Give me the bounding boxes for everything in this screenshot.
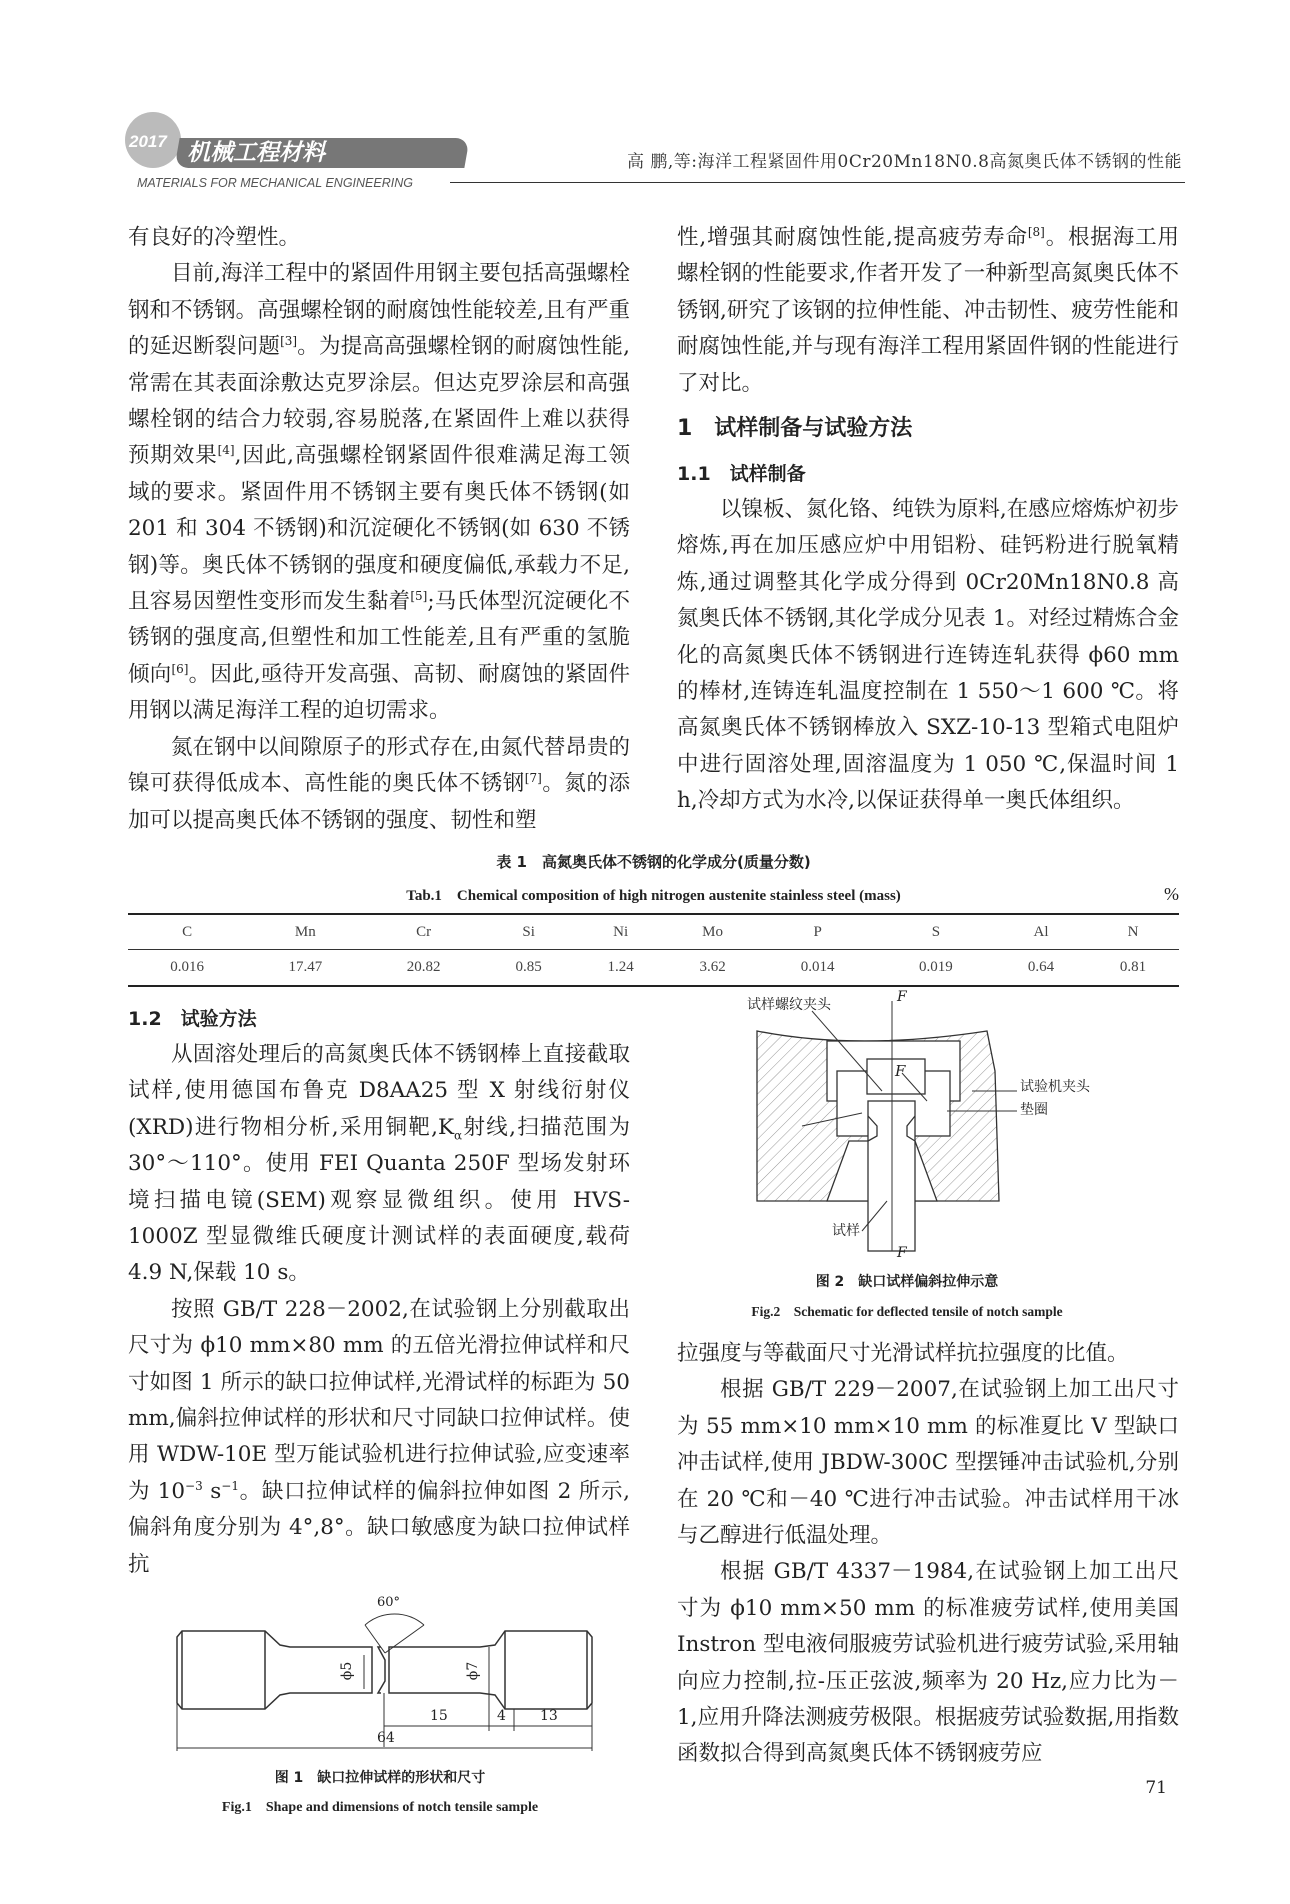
fig1-dim-64: 64 [377,1730,395,1746]
fig2-caption-cn: 图 2 缺口试样偏斜拉伸示意 [815,1273,999,1290]
fig2-force-bottom: F [897,1244,907,1261]
superscript: [8] [1027,224,1045,239]
superscript: [3] [280,334,298,349]
superscript: −3 [185,1478,203,1493]
column-header: C [182,923,193,940]
journal-logo [125,112,455,192]
table-cell: 17.47 [288,959,323,976]
text-run: 。为提高高强螺栓钢的耐腐蚀性能,常需在其表面涂敷达克罗涂层。但达克罗涂层和高强螺栓钢的结合力较弱,容易脱落,在紧固件上难以获得预期效果 [128,334,630,469]
logo-year: 2017 [129,132,167,151]
fig2-caption-en: Fig.2 Schematic for deflected tensile of notch sample [751,1303,1063,1319]
header-rule [450,182,1185,183]
text-run: 以镍板、氮化铬、纯铁为原料,在感应熔炼炉初步熔炼,再在加压感应炉中用铝粉、硅钙粉进行脱氧精炼,通过调整其化学成分得到 0Cr20Mn18N0.8 高氮奥氏体不锈钢,其化学成分见表 1。对经过精炼合金化的高氮奥氏体不锈钢进行连铸连轧获得 ϕ60 mm 的棒材,连铸连轧温度控制在 1 550～1 600 ℃。将高氮奥氏体不锈钢棒放入 SXZ-10-13 型箱式电阻炉中进行固溶处理,固溶温度为 1 050 ℃,保温时间 1 h,冷却方式为水冷,以保证获得单一奥氏体组织。 [677,497,1179,814]
fig2-label-machine-grip: 试验机夹头 [1020,1078,1090,1095]
bottom-columns [128,988,1179,1834]
right-column-top [677,220,1179,820]
text-run: 氮在钢中以间隙原子的形式存在,由氮代替昂贵的镍可获得低成本、高性能的奥氏体不锈钢 [128,734,630,797]
fig1-caption-en: Fig.1 Shape and dimensions of notch tensile sample [221,1800,539,1815]
subsection-heading-prep: 1.1 试样制备 [677,463,806,486]
figure-2 [737,988,1157,1336]
superscript: [6] [171,661,189,676]
composition-table [128,913,1179,987]
paragraph [677,1554,1179,1772]
text-run: 性,增强其耐腐蚀性能,提高疲劳寿命 [677,225,1028,250]
table-cell: 0.016 [170,959,204,976]
figure-1 [140,1595,620,1834]
fig1-angle-label: 60° [377,1595,401,1610]
column-header: S [931,923,941,940]
table-cell: 0.019 [919,959,953,976]
paragraph [677,492,1179,820]
table-caption-en-text: Tab.1 Chemical composition of high nitrogen austenite stainless steel (mass) [406,887,901,904]
logo-title-en: MATERIALS FOR MECHANICAL ENGINEERING [137,176,413,190]
text-run: 有良好的冷塑性。 [128,225,301,250]
top-columns [128,220,1179,839]
fig2-label-washer: 垫圈 [1020,1101,1048,1118]
table-cell: 0.85 [515,959,542,976]
column-header: Mn [294,923,316,940]
table-row [128,950,1179,986]
table-cell: 0.014 [800,959,835,976]
table-cell: 3.62 [699,959,726,976]
deflected-tensile-drawing [737,1001,1157,1261]
text-run: 根据 GB/T 229－2007,在试验钢上加工出尺寸为 55 mm×10 mm×10 mm 的标准夏比 V 型缺口冲击试样,使用 JBDW-300C 型摆锤冲击试验机,分别在 20 ℃和－40 ℃进行冲击试验。冲击试样用干冰与乙醇进行低温处理。 [677,1377,1179,1548]
fig1-caption-cn: 图 1 缺口拉伸试样的形状和尺寸 [274,1770,486,1786]
paragraph [677,220,1179,402]
table-cell: 20.82 [406,959,441,976]
prep-text [677,492,1179,820]
subsection-heading-methods: 1.2 试验方法 [128,1007,257,1030]
fig2-force-top: F [897,988,907,1005]
column-header: N [1127,923,1139,940]
column-header: Ni [613,923,629,940]
logo-title-cn: 机械工程材料 [187,140,325,166]
paragraph [677,1372,1179,1554]
table-1 [128,851,1179,987]
section-heading: 1 试样制备与试验方法 [677,416,913,442]
text-run: 目前,海洋工程中的紧固件用钢主要包括高强螺栓钢和不锈钢。高强螺栓钢的耐腐蚀性能较差,且有严重的延迟断裂问题 [128,261,630,360]
text-run: 。缺口拉伸试样的偏斜拉伸如图 2 所示,偏斜角度分别为 4°,8°。缺口敏感度为缺口拉伸试样抗 [128,1478,630,1577]
fig2-force-deflected: F [895,1061,906,1080]
text-run: 从固溶处理后的高氮奥氏体不锈钢棒上直接截取试样,使用德国布鲁克 D8AA25 型 X 射线衍射仪(XRD)进行物相分析,采用铜靶,K [128,1041,630,1140]
text-run: 。因此,亟待开发高强、高韧、耐腐蚀的紧固件用钢以满足海洋工程的迫切需求。 [128,661,630,724]
table-cell: 0.81 [1119,959,1147,976]
left-column-bottom [128,1001,630,1834]
right-column-bottom [677,988,1179,1803]
paragraph [128,730,630,839]
fig2-label-sample: 试样 [832,1222,860,1239]
column-header: Cr [416,923,432,940]
text-run: s [202,1478,222,1504]
fig1-dim-15: 15 [430,1708,448,1724]
paragraph [128,1037,630,1292]
table-unit: % [1164,883,1179,904]
text-run: ;马氏体型沉淀硬化不锈钢的强度高,但塑性和加工性能差,且有严重的氢脆倾向 [128,589,630,687]
fig2-label-thread-grip: 试样螺纹夹头 [747,996,831,1013]
column-header: Al [1033,923,1049,940]
table-header-row [128,914,1179,950]
methods-text [128,1037,630,1583]
subscript: α [454,1128,463,1143]
superscript: [5] [410,588,428,603]
superscript: [7] [524,770,542,785]
paragraph [128,256,630,729]
table-cell: 0.64 [1027,959,1055,976]
paragraph [677,1336,1179,1372]
fig1-dim-4: 4 [497,1708,506,1724]
paragraph [128,1292,630,1583]
superscript: −1 [221,1478,239,1493]
text-run: 按照 GB/T 228－2002,在试验钢上分别截取出尺寸为 ϕ10 mm×80 mm 的五倍光滑拉伸试样和尺寸如图 1 所示的缺口拉伸试样,光滑试样的标距为 50 mm,偏斜拉伸试样的形状和尺寸同缺口拉伸试样。使用 WDW-10E 型万能试验机进行拉伸试验,应变速率为 10 [128,1296,630,1504]
text-run: 根据 GB/T 4337－1984,在试验钢上加工出尺寸为 ϕ10 mm×50 mm 的标准疲劳试样,使用美国 Instron 型电液伺服疲劳试验机进行疲劳试验,采用轴向应力控制,拉-压正弦波,频率为 20 Hz,应力比为－1,应用升降法测疲劳极限。根据疲劳试验数据,用指数函数拟合得到高氮奥氏体不锈钢疲劳应 [677,1559,1179,1767]
left-column-top [128,220,630,839]
superscript: [4] [217,443,235,458]
text-run: ,因此,高强螺栓钢紧固件很难满足海工领域的要求。紧固件用不锈钢主要有奥氏体不锈钢(如 201 和 304 不锈钢)和沉淀硬化不锈钢(如 630 不锈钢)等。奥氏体不锈钢的强度和硬度偏低,承载力不足,且容易因塑性变形而发生黏着 [128,443,630,615]
text-run: 拉强度与等截面尺寸光滑试样抗拉强度的比值。 [677,1340,1129,1366]
running-title: 高 鹏,等:海洋工程紧固件用0Cr20Mn18N0.8高氮奥氏体不锈钢的性能 [626,152,1182,172]
impact-fatigue-text [677,1336,1179,1773]
fig1-body-diameter: ϕ7 [465,1661,482,1681]
fig1-dim-13: 13 [540,1708,558,1724]
text-run: 。氮的添加可以提高奥氏体不锈钢的强度、韧性和塑 [128,771,630,833]
paragraph [128,220,630,256]
fig1-notch-diameter: ϕ5 [339,1661,356,1681]
text-run: 射线,扫描范围为 30°～110°。使用 FEI Quanta 250F 型场发射环境扫描电镜(SEM)观察显微组织。使用 HVS-1000Z 型显微维氏硬度计测试样的表面硬度,载荷 4.9 N,保载 10 s。 [128,1114,630,1286]
intro-continuation [677,220,1179,402]
table-caption-cn: 表 1 高氮奥氏体不锈钢的化学成分(质量分数) [496,852,811,871]
column-header: P [813,923,822,940]
table-cell: 1.24 [607,959,634,976]
column-header: Si [522,923,535,940]
table-caption-en [128,884,1179,905]
page-number: 71 [1145,1777,1167,1798]
page-body [128,220,1179,1834]
text-run: 。根据海工用螺栓钢的性能要求,作者开发了一种新型高氮奥氏体不锈钢,研究了该钢的拉伸性能、冲击韧性、疲劳性能和耐腐蚀性能,并与现有海洋工程用紧固件钢的性能进行了对比。 [677,225,1179,396]
column-header: Mo [702,923,723,940]
